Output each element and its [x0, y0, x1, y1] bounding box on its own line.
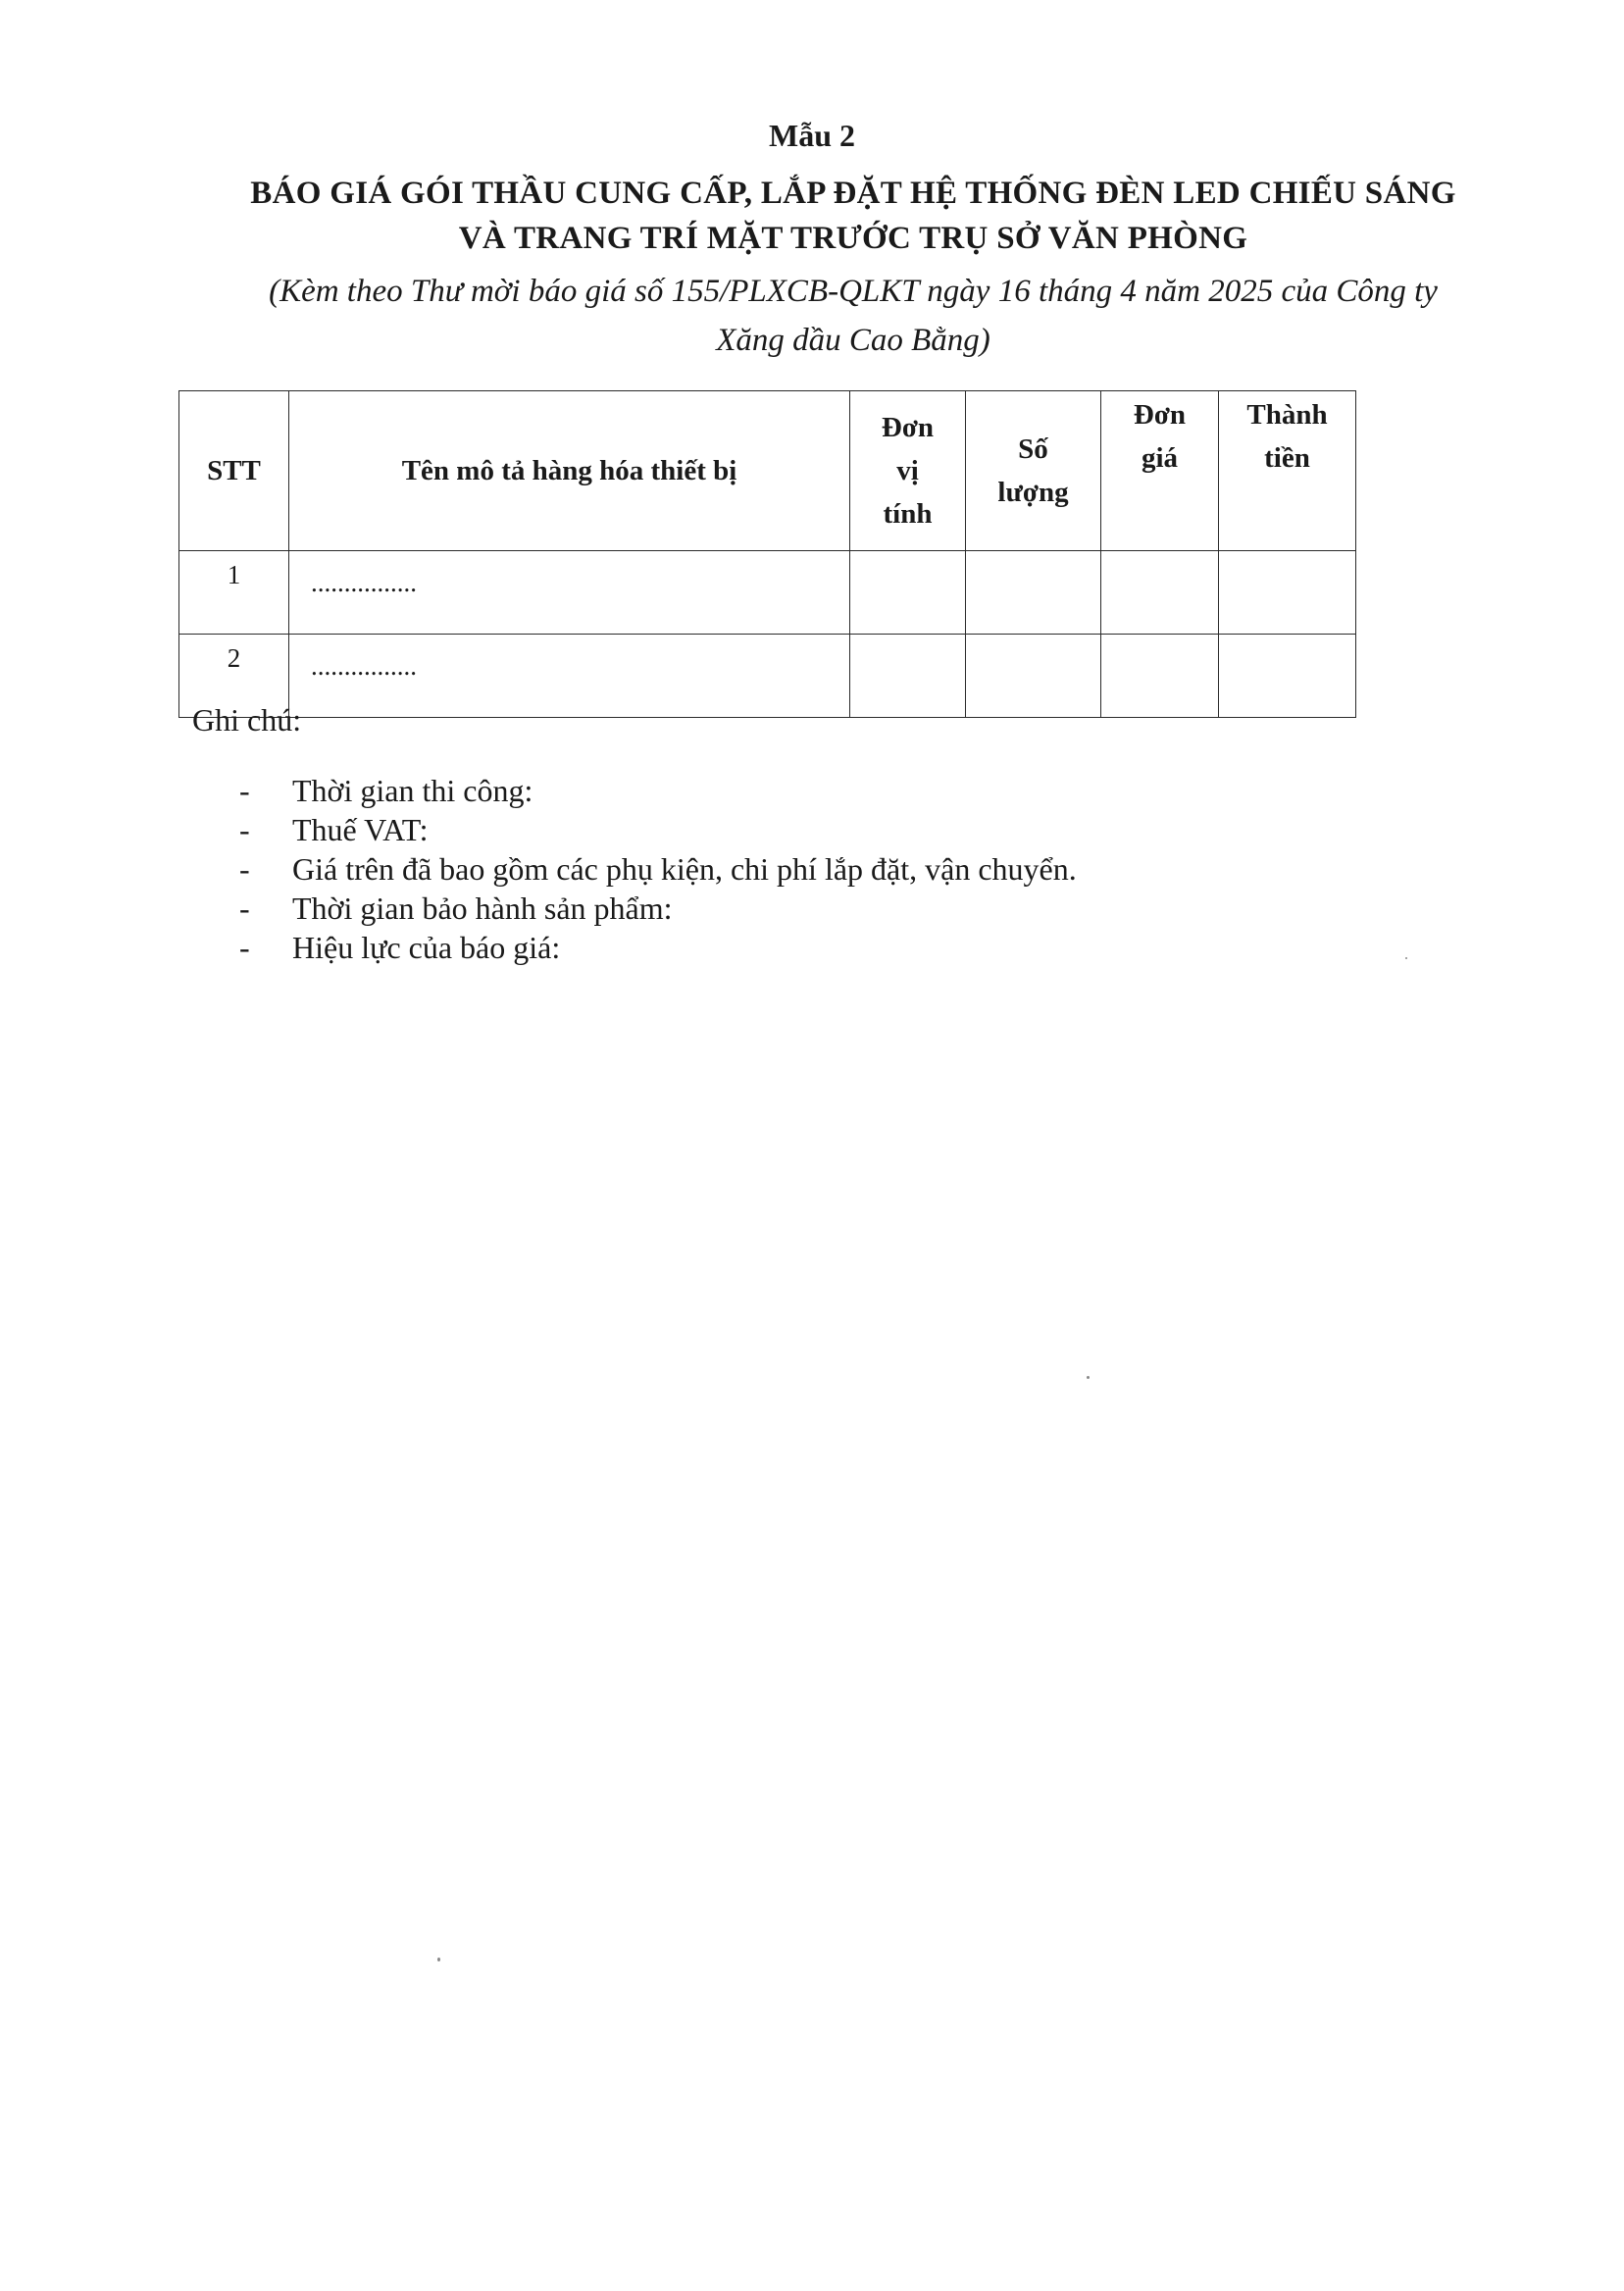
header-stt: STT: [179, 391, 289, 551]
title-line-2: VÀ TRANG TRÍ MẶT TRƯỚC TRỤ SỞ VĂN PHÒNG: [458, 221, 1248, 256]
note-text: Thời gian thi công:: [292, 773, 533, 808]
row-unit-price-cell: [1101, 635, 1219, 718]
header-quantity: Số lượng: [966, 391, 1101, 551]
table-row: [179, 635, 1356, 718]
row-total-cell: [1219, 635, 1356, 718]
row-stt: 2: [179, 635, 289, 718]
document-subtitle: [177, 267, 1530, 365]
note-text: Hiệu lực của báo giá:: [292, 930, 561, 965]
header-description: Tên mô tả hàng hóa thiết bị: [289, 391, 850, 551]
row-description: ................: [289, 635, 850, 718]
header-total: Thành tiền: [1219, 391, 1356, 551]
note-dash: -: [239, 812, 250, 847]
document-title: [137, 171, 1569, 261]
row-quantity-cell: [966, 551, 1101, 635]
notes-label: Ghi chú:: [192, 702, 302, 738]
quotation-table: [178, 390, 1356, 718]
scan-speck: [437, 1958, 440, 1961]
row-total-cell: [1219, 551, 1356, 635]
note-dash: -: [239, 851, 250, 887]
row-unit-price-cell: [1101, 551, 1219, 635]
table-header-row: [179, 391, 1356, 551]
row-unit-cell: [850, 551, 966, 635]
row-quantity-cell: [966, 635, 1101, 718]
note-text: Thuế VAT:: [292, 812, 429, 847]
form-code: Mẫu 2: [769, 118, 855, 153]
scan-speck: [1087, 1376, 1090, 1379]
row-description: ................: [289, 551, 850, 635]
row-stt: 1: [179, 551, 289, 635]
note-dash: -: [239, 891, 250, 926]
scan-speck: [1405, 957, 1407, 959]
header-unit-price: Đơn giá: [1101, 391, 1219, 551]
subtitle-line-1: (Kèm theo Thư mời báo giá số 155/PLXCB-QLKT ngày 16 tháng 4 năm 2025 của Công ty: [269, 274, 1438, 309]
note-text: Thời gian bảo hành sản phẩm:: [292, 891, 673, 926]
note-text: Giá trên đã bao gồm các phụ kiện, chi phí lắp đặt, vận chuyển.: [292, 851, 1077, 887]
header-unit: Đơn vị tính: [850, 391, 966, 551]
table-row: [179, 551, 1356, 635]
note-dash: -: [239, 930, 250, 965]
subtitle-line-2: Xăng dầu Cao Bằng): [716, 323, 990, 358]
row-unit-cell: [850, 635, 966, 718]
title-line-1: BÁO GIÁ GÓI THẦU CUNG CẤP, LẮP ĐẶT HỆ THỐNG ĐÈN LED CHIẾU SÁNG: [250, 176, 1456, 211]
note-dash: -: [239, 773, 250, 808]
